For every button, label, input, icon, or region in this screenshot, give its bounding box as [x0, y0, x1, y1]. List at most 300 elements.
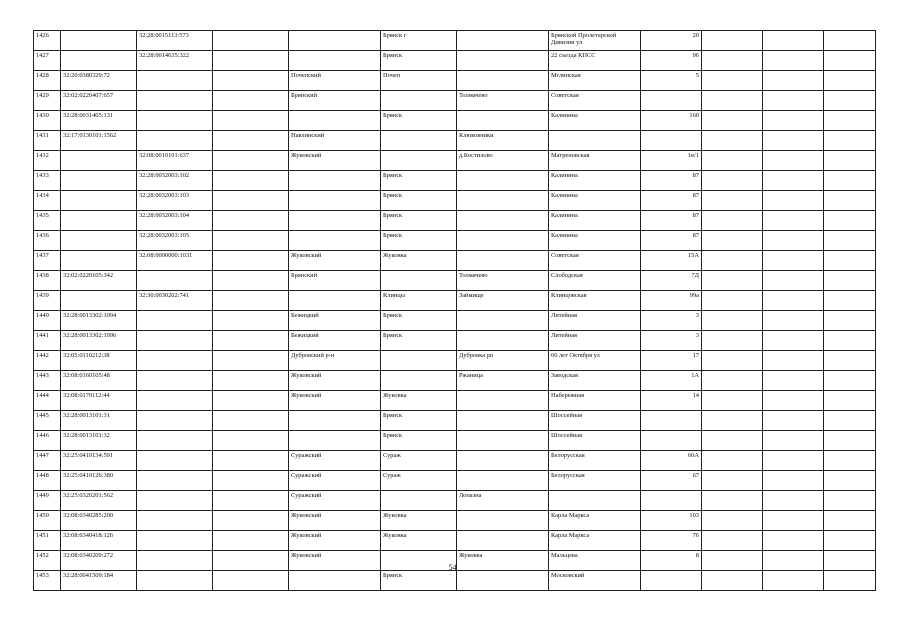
empty-cell	[763, 251, 824, 271]
empty-cell	[824, 531, 876, 551]
table-row	[34, 251, 876, 271]
city-cell: Жуковка	[381, 511, 457, 531]
district-cell	[289, 231, 381, 251]
settlement-cell	[457, 331, 549, 351]
city-cell: Брянск г	[381, 31, 457, 51]
row-number-cell: 1452	[34, 551, 61, 571]
district-cell: Бежицкий	[289, 311, 381, 331]
house-number-cell	[641, 91, 702, 111]
settlement-cell	[457, 451, 549, 471]
table-row	[34, 291, 876, 311]
city-cell: Жуковка	[381, 251, 457, 271]
empty-cell	[763, 391, 824, 411]
city-cell	[381, 351, 457, 371]
settlement-cell	[457, 311, 549, 331]
row-number-cell: 1429	[34, 91, 61, 111]
empty-cell	[213, 231, 289, 251]
settlement-cell	[457, 531, 549, 551]
row-number-cell: 1447	[34, 451, 61, 471]
cadastral-number-alt-cell	[137, 71, 213, 91]
street-cell: Московский	[549, 571, 641, 591]
empty-cell	[702, 331, 763, 351]
empty-cell	[824, 431, 876, 451]
cadastral-number-alt-cell	[137, 531, 213, 551]
empty-cell	[824, 231, 876, 251]
empty-cell	[824, 51, 876, 71]
street-cell: Карла Маркса	[549, 531, 641, 551]
empty-cell	[702, 171, 763, 191]
district-cell	[289, 411, 381, 431]
empty-cell	[702, 391, 763, 411]
street-cell: Литейная	[549, 311, 641, 331]
cadastral-number-cell	[61, 151, 137, 171]
row-number-cell: 1439	[34, 291, 61, 311]
city-cell	[381, 151, 457, 171]
house-number-cell	[641, 411, 702, 431]
district-cell	[289, 211, 381, 231]
district-cell: Жуковский	[289, 391, 381, 411]
street-cell: Калинина	[549, 111, 641, 131]
street-cell: Набережная	[549, 391, 641, 411]
cadastral-number-alt-cell	[137, 431, 213, 451]
city-cell	[381, 491, 457, 511]
table-row	[34, 211, 876, 231]
empty-cell	[763, 511, 824, 531]
registry-table-body	[34, 31, 876, 591]
cadastral-number-alt-cell	[137, 271, 213, 291]
city-cell: Брянск	[381, 231, 457, 251]
empty-cell	[702, 491, 763, 511]
cadastral-number-cell: 32:28:0013101:32	[61, 431, 137, 451]
settlement-cell	[457, 191, 549, 211]
empty-cell	[824, 491, 876, 511]
house-number-cell: 76	[641, 531, 702, 551]
district-cell: Жуковский	[289, 511, 381, 531]
cadastral-number-cell: 32:25:0320201:562	[61, 491, 137, 511]
house-number-cell: 20	[641, 31, 702, 51]
house-number-cell: 3	[641, 311, 702, 331]
cadastral-number-cell: 32:02:0220105:342	[61, 271, 137, 291]
row-number-cell: 1444	[34, 391, 61, 411]
table-row	[34, 371, 876, 391]
city-cell: Жуковка	[381, 391, 457, 411]
empty-cell	[702, 511, 763, 531]
district-cell	[289, 111, 381, 131]
district-cell	[289, 291, 381, 311]
empty-cell	[213, 371, 289, 391]
empty-cell	[824, 391, 876, 411]
street-cell: Калинина	[549, 171, 641, 191]
empty-cell	[702, 151, 763, 171]
city-cell: Жуковка	[381, 531, 457, 551]
empty-cell	[763, 271, 824, 291]
empty-cell	[213, 351, 289, 371]
street-cell: Мальцева	[549, 551, 641, 571]
table-row	[34, 451, 876, 471]
empty-cell	[702, 571, 763, 591]
house-number-cell: 8	[641, 551, 702, 571]
empty-cell	[763, 191, 824, 211]
empty-cell	[213, 451, 289, 471]
empty-cell	[702, 451, 763, 471]
page-number: 54	[448, 563, 457, 572]
table-row	[34, 411, 876, 431]
empty-cell	[763, 331, 824, 351]
cadastral-number-alt-cell	[137, 351, 213, 371]
cadastral-number-cell	[61, 191, 137, 211]
empty-cell	[824, 251, 876, 271]
cadastral-number-alt-cell	[137, 371, 213, 391]
empty-cell	[702, 411, 763, 431]
empty-cell	[213, 211, 289, 231]
empty-cell	[824, 111, 876, 131]
table-row	[34, 431, 876, 451]
empty-cell	[824, 311, 876, 331]
empty-cell	[763, 371, 824, 391]
empty-cell	[702, 271, 763, 291]
table-row	[34, 311, 876, 331]
row-number-cell: 1453	[34, 571, 61, 591]
empty-cell	[702, 51, 763, 71]
settlement-cell: Дубровка рп	[457, 351, 549, 371]
cadastral-number-cell: 32:28:0031405:131	[61, 111, 137, 131]
cadastral-number-cell	[61, 291, 137, 311]
empty-cell	[213, 251, 289, 271]
settlement-cell	[457, 31, 549, 51]
empty-cell	[763, 31, 824, 51]
district-cell	[289, 571, 381, 591]
empty-cell	[702, 191, 763, 211]
house-number-cell	[641, 571, 702, 591]
district-cell: Навлинский	[289, 131, 381, 151]
row-number-cell: 1442	[34, 351, 61, 371]
empty-cell	[213, 111, 289, 131]
empty-cell	[763, 91, 824, 111]
house-number-cell: 17	[641, 351, 702, 371]
empty-cell	[824, 191, 876, 211]
city-cell: Брянск	[381, 211, 457, 231]
empty-cell	[763, 311, 824, 331]
cadastral-number-alt-cell	[137, 311, 213, 331]
cadastral-number-cell: 32:25:0410126:380	[61, 471, 137, 491]
house-number-cell	[641, 491, 702, 511]
settlement-cell	[457, 471, 549, 491]
cadastral-number-alt-cell: 32:28:0014635:322	[137, 51, 213, 71]
settlement-cell: Займище	[457, 291, 549, 311]
city-cell: Почеп	[381, 71, 457, 91]
district-cell	[289, 191, 381, 211]
empty-cell	[763, 571, 824, 591]
empty-cell	[763, 231, 824, 251]
empty-cell	[213, 311, 289, 331]
cadastral-number-alt-cell	[137, 131, 213, 151]
city-cell	[381, 131, 457, 151]
settlement-cell: Лопазна	[457, 491, 549, 511]
cadastral-number-cell: 32:25:0410134:591	[61, 451, 137, 471]
empty-cell	[702, 111, 763, 131]
street-cell: Матреновская	[549, 151, 641, 171]
district-cell: Жуковский	[289, 531, 381, 551]
city-cell	[381, 371, 457, 391]
empty-cell	[763, 451, 824, 471]
empty-cell	[213, 51, 289, 71]
district-cell: Жуковский	[289, 551, 381, 571]
house-number-cell: 87	[641, 211, 702, 231]
street-cell: Клинцовская	[549, 291, 641, 311]
house-number-cell: 14	[641, 391, 702, 411]
table-row	[34, 511, 876, 531]
table-row	[34, 31, 876, 51]
row-number-cell: 1431	[34, 131, 61, 151]
empty-cell	[702, 71, 763, 91]
empty-cell	[213, 331, 289, 351]
empty-cell	[763, 351, 824, 371]
cadastral-number-cell: 32:28:0041509:184	[61, 571, 137, 591]
empty-cell	[702, 31, 763, 51]
house-number-cell	[641, 431, 702, 451]
city-cell	[381, 91, 457, 111]
cadastral-number-cell: 32:02:0220407:657	[61, 91, 137, 111]
house-number-cell: 87	[641, 171, 702, 191]
city-cell: Брянск	[381, 431, 457, 451]
empty-cell	[763, 211, 824, 231]
row-number-cell: 1443	[34, 371, 61, 391]
house-number-cell: 103	[641, 511, 702, 531]
settlement-cell: д.Костилово	[457, 151, 549, 171]
settlement-cell	[457, 111, 549, 131]
row-number-cell: 1440	[34, 311, 61, 331]
row-number-cell: 1441	[34, 331, 61, 351]
city-cell: Клинцы	[381, 291, 457, 311]
district-cell: Жуковский	[289, 251, 381, 271]
empty-cell	[763, 491, 824, 511]
house-number-cell: 3	[641, 331, 702, 351]
empty-cell	[213, 411, 289, 431]
row-number-cell: 1435	[34, 211, 61, 231]
empty-cell	[824, 91, 876, 111]
empty-cell	[213, 571, 289, 591]
empty-cell	[213, 511, 289, 531]
cadastral-number-cell	[61, 211, 137, 231]
cadastral-number-cell	[61, 51, 137, 71]
settlement-cell: Ржаница	[457, 371, 549, 391]
table-row	[34, 91, 876, 111]
settlement-cell	[457, 231, 549, 251]
empty-cell	[763, 411, 824, 431]
table-row	[34, 471, 876, 491]
row-number-cell: 1432	[34, 151, 61, 171]
row-number-cell: 1449	[34, 491, 61, 511]
cadastral-number-cell	[61, 171, 137, 191]
cadastral-number-alt-cell	[137, 571, 213, 591]
settlement-cell: Жуковка	[457, 551, 549, 571]
cadastral-number-cell: 32:20:0380329:72	[61, 71, 137, 91]
row-number-cell: 1445	[34, 411, 61, 431]
table-row	[34, 51, 876, 71]
house-number-cell: 96	[641, 51, 702, 71]
cadastral-number-cell: 32:05:0110212:38	[61, 351, 137, 371]
empty-cell	[213, 131, 289, 151]
empty-cell	[213, 91, 289, 111]
empty-cell	[824, 411, 876, 431]
table-row	[34, 271, 876, 291]
house-number-cell: 87	[641, 191, 702, 211]
table-row	[34, 131, 876, 151]
settlement-cell	[457, 171, 549, 191]
empty-cell	[213, 71, 289, 91]
street-cell: Советская	[549, 251, 641, 271]
row-number-cell: 1430	[34, 111, 61, 131]
cadastral-number-cell: 32:08:0170112:44	[61, 391, 137, 411]
table-row	[34, 191, 876, 211]
district-cell: Дубровский р-н	[289, 351, 381, 371]
empty-cell	[824, 171, 876, 191]
table-row	[34, 331, 876, 351]
cadastral-number-alt-cell: 32:08:0010101:637	[137, 151, 213, 171]
city-cell: Брянск	[381, 331, 457, 351]
settlement-cell	[457, 511, 549, 531]
district-cell: Суражский	[289, 451, 381, 471]
empty-cell	[824, 291, 876, 311]
row-number-cell: 1437	[34, 251, 61, 271]
cadastral-number-cell: 32:17:0130101:1562	[61, 131, 137, 151]
house-number-cell: 15А	[641, 251, 702, 271]
house-number-cell: 5	[641, 71, 702, 91]
empty-cell	[763, 291, 824, 311]
row-number-cell: 1428	[34, 71, 61, 91]
cadastral-number-cell: 32:28:0013302:1094	[61, 311, 137, 331]
empty-cell	[824, 151, 876, 171]
settlement-cell	[457, 251, 549, 271]
street-cell: 22 съезда КПСС	[549, 51, 641, 71]
cadastral-number-alt-cell	[137, 331, 213, 351]
cadastral-number-cell: 32:08:0340418:126	[61, 531, 137, 551]
empty-cell	[702, 131, 763, 151]
empty-cell	[213, 31, 289, 51]
district-cell: Брянский	[289, 271, 381, 291]
city-cell: Брянск	[381, 51, 457, 71]
empty-cell	[702, 231, 763, 251]
registry-table	[33, 30, 876, 591]
empty-cell	[763, 131, 824, 151]
empty-cell	[702, 531, 763, 551]
empty-cell	[824, 471, 876, 491]
settlement-cell: Толмачево	[457, 271, 549, 291]
empty-cell	[213, 291, 289, 311]
cadastral-number-cell	[61, 31, 137, 51]
street-cell: Калинина	[549, 211, 641, 231]
cadastral-number-cell: 32:08:0160105:48	[61, 371, 137, 391]
empty-cell	[824, 351, 876, 371]
cadastral-number-alt-cell: 32:28:0032003:104	[137, 211, 213, 231]
row-number-cell: 1436	[34, 231, 61, 251]
empty-cell	[824, 451, 876, 471]
empty-cell	[213, 191, 289, 211]
city-cell: Брянск	[381, 171, 457, 191]
district-cell: Суражский	[289, 491, 381, 511]
cadastral-number-cell: 32:08:0340209:272	[61, 551, 137, 571]
street-cell: Брянской Пролетарской Дивизии ул	[549, 31, 641, 51]
house-number-cell: 1А	[641, 371, 702, 391]
house-number-cell: 60А	[641, 451, 702, 471]
house-number-cell: 1в/1	[641, 151, 702, 171]
district-cell	[289, 171, 381, 191]
empty-cell	[213, 171, 289, 191]
empty-cell	[824, 271, 876, 291]
settlement-cell: Клюковники	[457, 131, 549, 151]
street-cell	[549, 131, 641, 151]
city-cell: Сураж	[381, 471, 457, 491]
street-cell: Мглинская	[549, 71, 641, 91]
cadastral-number-alt-cell	[137, 491, 213, 511]
cadastral-number-cell: 32:28:0013101:31	[61, 411, 137, 431]
empty-cell	[763, 171, 824, 191]
cadastral-number-cell	[61, 251, 137, 271]
empty-cell	[213, 391, 289, 411]
table-row	[34, 571, 876, 591]
cadastral-number-alt-cell: 32:30:0030202:741	[137, 291, 213, 311]
empty-cell	[824, 331, 876, 351]
row-number-cell: 1426	[34, 31, 61, 51]
street-cell: Калинина	[549, 191, 641, 211]
empty-cell	[763, 471, 824, 491]
table-row	[34, 71, 876, 91]
settlement-cell	[457, 51, 549, 71]
empty-cell	[702, 91, 763, 111]
table-row	[34, 231, 876, 251]
city-cell: Брянск	[381, 411, 457, 431]
settlement-cell	[457, 71, 549, 91]
empty-cell	[213, 491, 289, 511]
district-cell: Жуковский	[289, 371, 381, 391]
table-row	[34, 171, 876, 191]
cadastral-number-alt-cell: 32:08:0000000:1031	[137, 251, 213, 271]
cadastral-number-alt-cell	[137, 511, 213, 531]
district-cell	[289, 51, 381, 71]
table-row	[34, 391, 876, 411]
empty-cell	[824, 31, 876, 51]
street-cell: Слободская	[549, 271, 641, 291]
row-number-cell: 1434	[34, 191, 61, 211]
settlement-cell	[457, 571, 549, 591]
house-number-cell: 67	[641, 471, 702, 491]
cadastral-number-alt-cell: 32:28:0015113:573	[137, 31, 213, 51]
house-number-cell: 99а	[641, 291, 702, 311]
empty-cell	[213, 471, 289, 491]
district-cell	[289, 431, 381, 451]
row-number-cell: 1427	[34, 51, 61, 71]
empty-cell	[702, 371, 763, 391]
street-cell: Заводская	[549, 371, 641, 391]
street-cell: Белорусская	[549, 451, 641, 471]
cadastral-number-cell	[61, 231, 137, 251]
cadastral-number-alt-cell: 32:28:0032003:105	[137, 231, 213, 251]
empty-cell	[824, 571, 876, 591]
cadastral-number-alt-cell	[137, 391, 213, 411]
street-cell: Белорусская	[549, 471, 641, 491]
city-cell: Брянск	[381, 191, 457, 211]
empty-cell	[702, 251, 763, 271]
cadastral-number-alt-cell	[137, 411, 213, 431]
cadastral-number-alt-cell	[137, 471, 213, 491]
street-cell: Калинина	[549, 231, 641, 251]
street-cell: Шоссейная	[549, 411, 641, 431]
empty-cell	[763, 431, 824, 451]
city-cell: Сураж	[381, 451, 457, 471]
cadastral-number-alt-cell	[137, 451, 213, 471]
row-number-cell: 1451	[34, 531, 61, 551]
empty-cell	[213, 271, 289, 291]
